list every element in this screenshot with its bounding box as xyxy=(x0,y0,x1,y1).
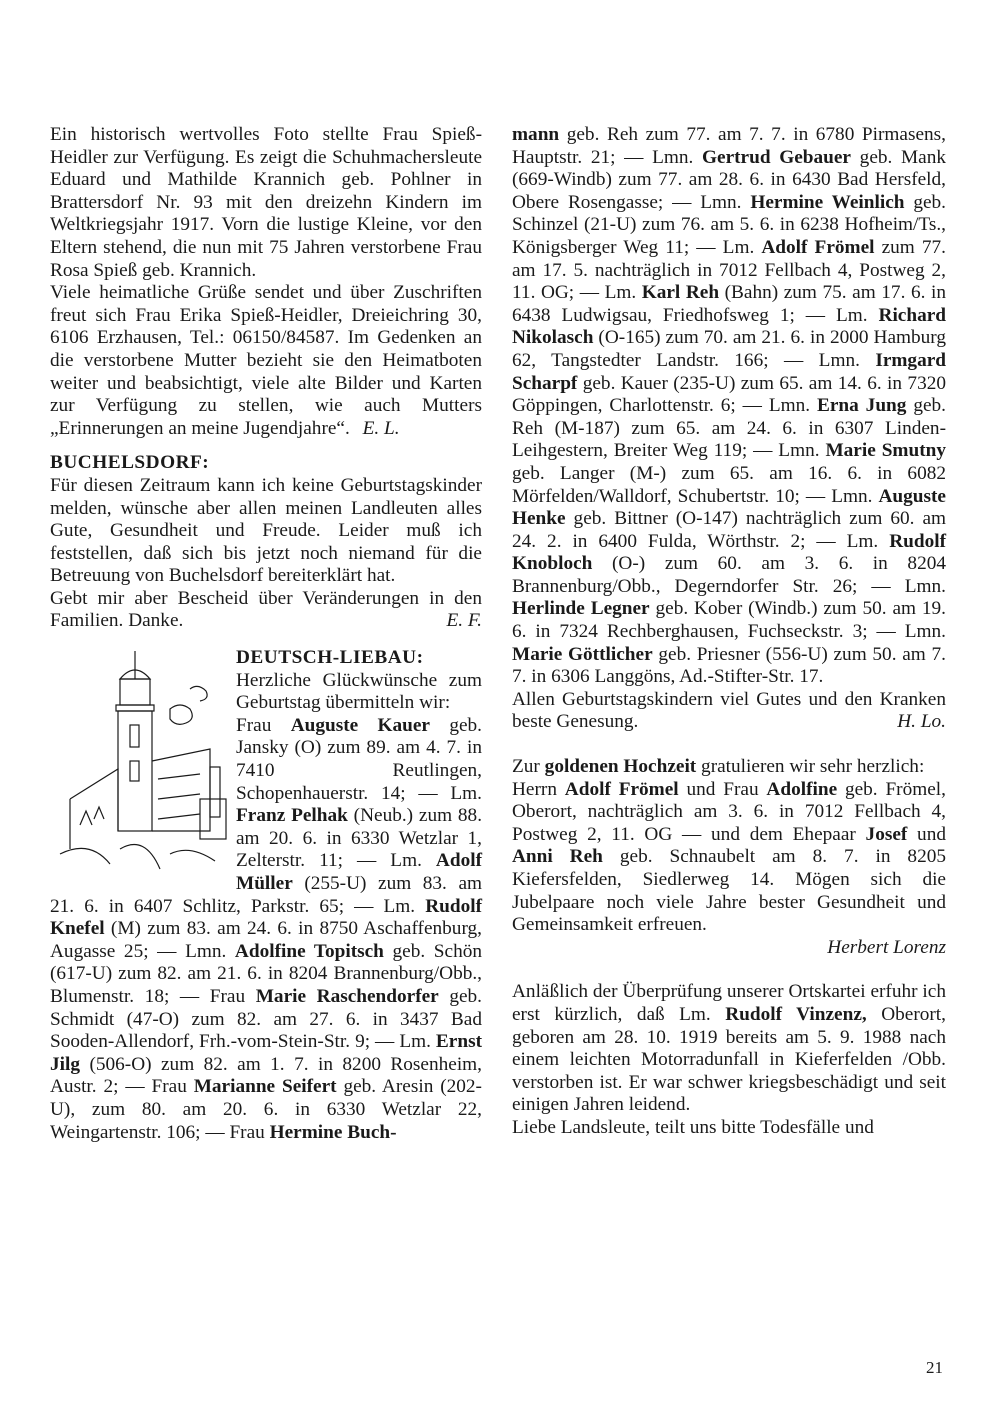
left-column xyxy=(50,124,482,1144)
church-illustration xyxy=(50,649,228,877)
wishes-paragraph: Allen Geburtstagskindern viel Gutes und den Kranken beste Genesung. H. Lo. xyxy=(512,688,946,733)
birthday-list-continued: mann geb. Reh zum 77. am 7. 7. in 6780 Pirmasens, Hauptstr. 21; — Lmn. Gertrud Gebauer geb. Mank (669-Windb) zum 77. am 28. 6. in 6430 Bad Hersfeld, Obere Rosengasse; — Lmn. Hermine Weinlich geb. Schinzel (21-U) zum 76. am 5. 6. in 6238 Hofheim/Ts., Königsberger Weg 11; — Lm. Adolf Frömel zum 77. am 17. 5. nachträglich in 7012 Fellbach 4, Postweg 2, 11. OG; — Lm. Karl Reh (Bahn) zum 75. am 17. 6. in 6438 Ludwigsau, Friedhofsweg 1; — Lm. Richard Nikolasch (O-165) zum 70. am 21. 6. in 2000 Hamburg 62, Tangstedter Landstr. 166; — Lmn. Irmgard Scharpf geb. Kauer (235-U) zum 65. am 14. 6. in 7320 Göppingen, Charlottenstr. 6; — Lmn. Erna Jung geb. Reh (M-187) zum 65. am 24. 6. in 6307 Linden-Leihgestern, Breiter Weg 119; — Lmn. Marie Smutny geb. Langer (M-) zum 65. am 16. 6. in 6082 Mörfelden/Walldorf, Schubertstr. 10; — Lmn. Auguste Henke geb. Bittner (O-147) nachträglich zum 60. am 24. 2. in 6400 Fulda, Wörthstr. 2; — Lm. Rudolf Knobloch (O-) zum 60. am 3. 6. in 8204 Brannenburg/Obb., Degerndorfer Str. 26; — Lmn. Herlinde Legner geb. Kober (Windb.) zum 50. am 19. 6. in 7324 Rechberghausen, Fuchseckstr. 3; — Lmn. Marie Göttlicher geb. Priesner (556-U) zum 50. am 7. 7. in 6306 Langgöns, Ad.-Stifter-Str. 17. xyxy=(512,124,947,688)
obituary-paragraph: Anläßlich der Überprüfung unserer Ortskartei erfuhr ich erst kürzlich, daß Lm. Rudolf Vinzenz, Oberort, geboren am 28. 10. 1919 bereits am 5. 9. 1988 nach einem leichten Motorradunfall in Kieferfelden /Obb. verstorben ist. Er war schwer kriegsbeschädigt und seit einigen Jahren leidend. xyxy=(512,981,946,1116)
buchelsdorf-paragraph-2: Gebt mir aber Bescheid über Veränderungen in den Familien. Danke. E. F. xyxy=(50,587,482,632)
deutsch-liebau-intro: Herzliche Glückwünsche zum Geburtstag übermitteln wir: xyxy=(236,669,482,714)
birthday-list: Frau Auguste Kauer geb. Jansky (O) zum 89. am 4. 7. in 7410 Reutlingen, Schopenhauerstr. 14; — Lm. Franz Pelhak (Neub.) zum 88. am 20. 6. in 6330 Wetzlar 1, Zelterstr. 11; — Lm. Adolf Müller (255-U) zum 83. am 21. 6. in 6407 Schlitz, Parkstr. 65; — Lm. Rudolf Knefel (M) zum 83. am 24. 6. in 8750 Aschaffenburg, Augasse 25; — Lmn. Adolfine Topitsch geb. Schön (617-U) zum 82. am 21. 6. in 8204 Brannenburg/Obb., Blumenstr. 18; — Frau Marie Raschendorfer geb. Schmidt (47-O) zum 82. am 27. 6. in 3437 Bad Sooden-Allendorf, Frh.-vom-Stein-Str. 9; — Lm. Ernst Jilg (506-O) zum 82. am 1. 7. in 8200 Rosenheim, Austr. 2; — Frau Marianne Seifert geb. Aresin (202-U), zum 80. am 20. 6. in 6330 Wetzlar 22, Weingartenstr. 106; — Frau Hermine Buch- xyxy=(50,714,483,1143)
right-column xyxy=(512,124,946,1140)
intro-paragraph-2: Viele heimatliche Grüße sendet und über Zuschriften freut sich Frau Erika Spieß-Heidler, Dreieichring 30, 6106 Erzhausen, Tel.: 06150/84587. Im Gedenken an die verstorbene Mutter bezieht sie den Heimatboten weiter und beabsichtigt, viele alte Bilder und Karten zur Verfügung zu stellen, wie auch Mutters „Erinnerungen an meine Jugendjahre“. E. L. xyxy=(50,282,482,439)
closing-line: Liebe Landsleute, teilt uns bitte Todesfälle und xyxy=(512,1116,874,1138)
section-heading: DEUTSCH-LIEBAU: xyxy=(236,647,424,669)
intro-paragraph: Ein historisch wertvolles Foto stellte Frau Spieß-Heidler zur Verfügung. Es zeigt die Schuhmachersleute Eduard und Mathilde Krannich geb. Pohlner in Brattersdorf Nr. 93 mit den dreizehn Kindern im Weltkriegsjahr 1917. Vorn die lustige Kleine, vor den Eltern stehend, die nun mit 75 Jahren verstorbene Frau Rosa Spieß geb. Krannich. xyxy=(50,124,482,281)
signature: E. F. xyxy=(446,610,482,632)
section-heading: BUCHELSDORF: xyxy=(50,452,210,474)
buchelsdorf-paragraph: Für diesen Zeitraum kann ich keine Geburtstagskinder melden, wünsche aber allen meinen Landleuten alles Gute, Gesundheit und Freude. Leider muß ich feststellen, daß sich bis jetzt noch niemand für die Betreuung von Buchelsdorf bereiterklärt hat. xyxy=(50,474,482,587)
signature: Herbert Lorenz xyxy=(827,936,946,958)
signature: E. L. xyxy=(362,417,400,439)
golden-wedding-paragraph: Herrn Adolf Frömel und Frau Adolfine geb. Frömel, Oberort, nachträglich am 3. 6. in 7012 Fellbach 4, Postweg 2, 11. OG — und dem Ehepaar Josef und Anni Reh geb. Schnaubelt am 8. 7. in 8205 Kiefersfelden, Siedlerweg 14. Mögen sich die Jubelpaare noch viele Jahre bester Gesundheit und Gemeinsamkeit erfreuen. xyxy=(512,778,946,936)
signature: H. Lo. xyxy=(897,711,946,733)
page-number: 21 xyxy=(926,1358,943,1377)
golden-wedding-intro: Zur goldenen Hochzeit gratulieren wir sehr herzlich: xyxy=(512,756,925,778)
